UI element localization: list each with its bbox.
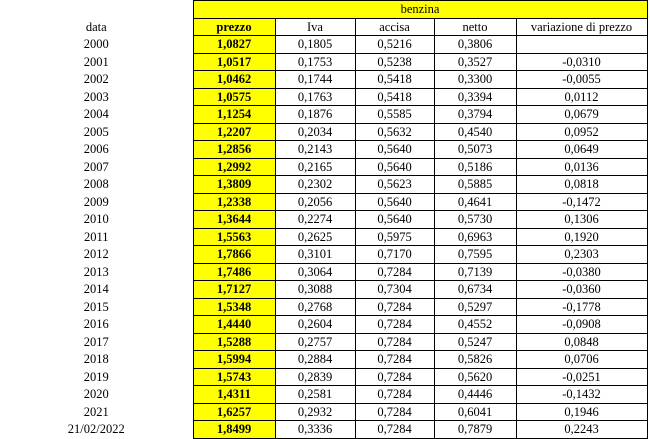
iva-cell: 0,3064 (275, 263, 355, 281)
price-cell: 1,8499 (193, 421, 275, 439)
price-cell: 1,1254 (193, 106, 275, 124)
header-date: data (85, 19, 107, 34)
accisa-cell: 0,7284 (355, 316, 434, 334)
iva-cell: 0,2625 (275, 228, 355, 246)
price-cell: 1,5994 (193, 351, 275, 369)
table-row (0, 421, 647, 439)
accisa-cell: 0,5418 (355, 71, 434, 89)
accisa-cell: 0,5216 (355, 36, 434, 54)
date-cell: 2008 (83, 177, 109, 191)
price-cell: 1,5288 (193, 333, 275, 351)
date-cell: 2001 (83, 54, 109, 69)
variation-cell: 0,2303 (516, 246, 647, 264)
table-row (0, 368, 647, 386)
accisa-cell: 0,7284 (355, 368, 434, 386)
variation-cell: 0,0649 (516, 141, 647, 159)
table-row (0, 228, 647, 246)
table-row (0, 88, 647, 106)
netto-cell: 0,5620 (434, 368, 516, 386)
price-cell: 1,6257 (193, 403, 275, 421)
accisa-cell: 0,5640 (355, 158, 434, 176)
table-row (0, 36, 647, 54)
price-cell: 1,5348 (193, 298, 275, 316)
iva-cell: 0,1753 (275, 53, 355, 71)
price-cell: 1,5743 (193, 368, 275, 386)
netto-cell: 0,5297 (434, 298, 516, 316)
iva-cell: 0,2604 (275, 316, 355, 334)
date-cell: 2021 (83, 404, 109, 419)
price-cell: 1,2207 (193, 123, 275, 141)
iva-cell: 0,2274 (275, 211, 355, 229)
header-accisa: accisa (355, 18, 434, 36)
date-cell: 2003 (83, 89, 109, 104)
table-row (0, 193, 647, 211)
date-cell: 2017 (83, 334, 109, 349)
accisa-cell: 0,7284 (355, 298, 434, 316)
price-cell: 1,0462 (193, 71, 275, 89)
accisa-cell: 0,5585 (355, 106, 434, 124)
variation-cell: 0,0952 (516, 123, 647, 141)
date-cell: 2015 (83, 299, 109, 314)
netto-cell: 0,4552 (434, 316, 516, 334)
table-title: benzina (193, 1, 647, 19)
iva-cell: 0,3088 (275, 281, 355, 299)
header-netto: netto (434, 18, 516, 36)
table-row (0, 316, 647, 334)
variation-cell: 0,1946 (516, 403, 647, 421)
netto-cell: 0,4641 (434, 193, 516, 211)
table-row (0, 333, 647, 351)
accisa-cell: 0,7284 (355, 263, 434, 281)
iva-cell: 0,2143 (275, 141, 355, 159)
accisa-cell: 0,5238 (355, 53, 434, 71)
table-row (0, 211, 647, 229)
price-cell: 1,7866 (193, 246, 275, 264)
variation-cell: 0,0706 (516, 351, 647, 369)
variation-cell: -0,0380 (516, 263, 647, 281)
accisa-cell: 0,7284 (355, 403, 434, 421)
price-cell: 1,5563 (193, 228, 275, 246)
table-row (0, 141, 647, 159)
variation-cell: -0,1472 (516, 193, 647, 211)
iva-cell: 0,2165 (275, 158, 355, 176)
date-cell: 2013 (83, 264, 109, 279)
variation-cell: -0,0908 (516, 316, 647, 334)
accisa-cell: 0,7284 (355, 351, 434, 369)
table-row (0, 158, 647, 176)
netto-cell: 0,6734 (434, 281, 516, 299)
price-cell: 1,2992 (193, 158, 275, 176)
iva-cell: 0,2757 (275, 333, 355, 351)
date-cell: 2000 (83, 37, 109, 51)
table-row (0, 351, 647, 369)
netto-cell: 0,7139 (434, 263, 516, 281)
accisa-cell: 0,7284 (355, 421, 434, 439)
table-row (0, 71, 647, 89)
table-row (0, 246, 647, 264)
price-cell: 1,2856 (193, 141, 275, 159)
accisa-cell: 0,7170 (355, 246, 434, 264)
netto-cell: 0,5247 (434, 333, 516, 351)
price-cell: 1,7127 (193, 281, 275, 299)
price-cell: 1,4311 (193, 386, 275, 404)
variation-cell: -0,0360 (516, 281, 647, 299)
iva-cell: 0,2884 (275, 351, 355, 369)
date-cell: 2002 (83, 72, 109, 86)
netto-cell: 0,4446 (434, 386, 516, 404)
variation-cell: 0,1920 (516, 228, 647, 246)
date-cell: 2006 (83, 142, 109, 156)
accisa-cell: 0,7284 (355, 386, 434, 404)
variation-cell: 0,0679 (516, 106, 647, 124)
accisa-cell: 0,7304 (355, 281, 434, 299)
iva-cell: 0,2056 (275, 193, 355, 211)
date-cell: 2007 (83, 159, 109, 174)
netto-cell: 0,5730 (434, 211, 516, 229)
iva-cell: 0,3101 (275, 246, 355, 264)
netto-cell: 0,6963 (434, 228, 516, 246)
accisa-cell: 0,7284 (355, 333, 434, 351)
variation-cell: -0,1778 (516, 298, 647, 316)
variation-cell: 0,2243 (516, 421, 647, 439)
table-row (0, 106, 647, 124)
netto-cell: 0,5826 (434, 351, 516, 369)
price-cell: 1,0827 (193, 36, 275, 54)
netto-cell: 0,7595 (434, 246, 516, 264)
date-cell: 2004 (83, 107, 109, 121)
date-cell: 2010 (83, 212, 109, 226)
variation-cell: -0,0055 (516, 71, 647, 89)
header-iva: Iva (275, 18, 355, 36)
netto-cell: 0,3300 (434, 71, 516, 89)
price-cell: 1,3809 (193, 176, 275, 194)
variation-cell: 0,0136 (516, 158, 647, 176)
accisa-cell: 0,5975 (355, 228, 434, 246)
date-cell: 2018 (83, 352, 109, 366)
iva-cell: 0,2581 (275, 386, 355, 404)
netto-cell: 0,5186 (434, 158, 516, 176)
netto-cell: 0,3394 (434, 88, 516, 106)
header-price: prezzo (193, 18, 275, 36)
variation-cell (516, 36, 647, 54)
date-cell: 2011 (83, 229, 109, 244)
date-cell: 2019 (83, 369, 109, 384)
iva-cell: 0,1876 (275, 106, 355, 124)
accisa-cell: 0,5640 (355, 193, 434, 211)
iva-cell: 0,2034 (275, 123, 355, 141)
variation-cell: -0,1432 (516, 386, 647, 404)
variation-cell: -0,0310 (516, 53, 647, 71)
accisa-cell: 0,5632 (355, 123, 434, 141)
title-row (0, 1, 647, 19)
accisa-cell: 0,5640 (355, 141, 434, 159)
header-variation: variazione di prezzo (516, 18, 647, 36)
price-cell: 1,3644 (193, 211, 275, 229)
date-cell: 2005 (83, 124, 109, 139)
variation-cell: 0,0112 (516, 88, 647, 106)
blank-cell (0, 1, 193, 19)
table-row (0, 298, 647, 316)
price-cell: 1,7486 (193, 263, 275, 281)
accisa-cell: 0,5418 (355, 88, 434, 106)
variation-cell: -0,0251 (516, 368, 647, 386)
variation-cell: 0,0848 (516, 333, 647, 351)
netto-cell: 0,4540 (434, 123, 516, 141)
table-row (0, 281, 647, 299)
netto-cell: 0,5885 (434, 176, 516, 194)
date-cell: 2020 (83, 387, 109, 401)
date-cell: 2014 (83, 282, 109, 296)
accisa-cell: 0,5623 (355, 176, 434, 194)
netto-cell: 0,7879 (434, 421, 516, 439)
netto-cell: 0,3527 (434, 53, 516, 71)
header-row (0, 18, 647, 36)
netto-cell: 0,3806 (434, 36, 516, 54)
date-cell: 2009 (83, 194, 109, 209)
table-row (0, 53, 647, 71)
iva-cell: 0,2302 (275, 176, 355, 194)
iva-cell: 0,1763 (275, 88, 355, 106)
variation-cell: 0,1306 (516, 211, 647, 229)
netto-cell: 0,6041 (434, 403, 516, 421)
table-row (0, 386, 647, 404)
date-cell: 2016 (83, 317, 109, 331)
table-row (0, 176, 647, 194)
iva-cell: 0,2839 (275, 368, 355, 386)
netto-cell: 0,5073 (434, 141, 516, 159)
table-row (0, 123, 647, 141)
price-cell: 1,4440 (193, 316, 275, 334)
date-cell: 21/02/2022 (67, 422, 125, 436)
table-row (0, 403, 647, 421)
iva-cell: 0,1744 (275, 71, 355, 89)
accisa-cell: 0,5640 (355, 211, 434, 229)
iva-cell: 0,1805 (275, 36, 355, 54)
iva-cell: 0,3336 (275, 421, 355, 439)
price-cell: 1,0575 (193, 88, 275, 106)
iva-cell: 0,2768 (275, 298, 355, 316)
price-cell: 1,2338 (193, 193, 275, 211)
price-cell: 1,0517 (193, 53, 275, 71)
table-row (0, 263, 647, 281)
variation-cell: 0,0818 (516, 176, 647, 194)
netto-cell: 0,3794 (434, 106, 516, 124)
date-cell: 2012 (83, 247, 109, 261)
iva-cell: 0,2932 (275, 403, 355, 421)
